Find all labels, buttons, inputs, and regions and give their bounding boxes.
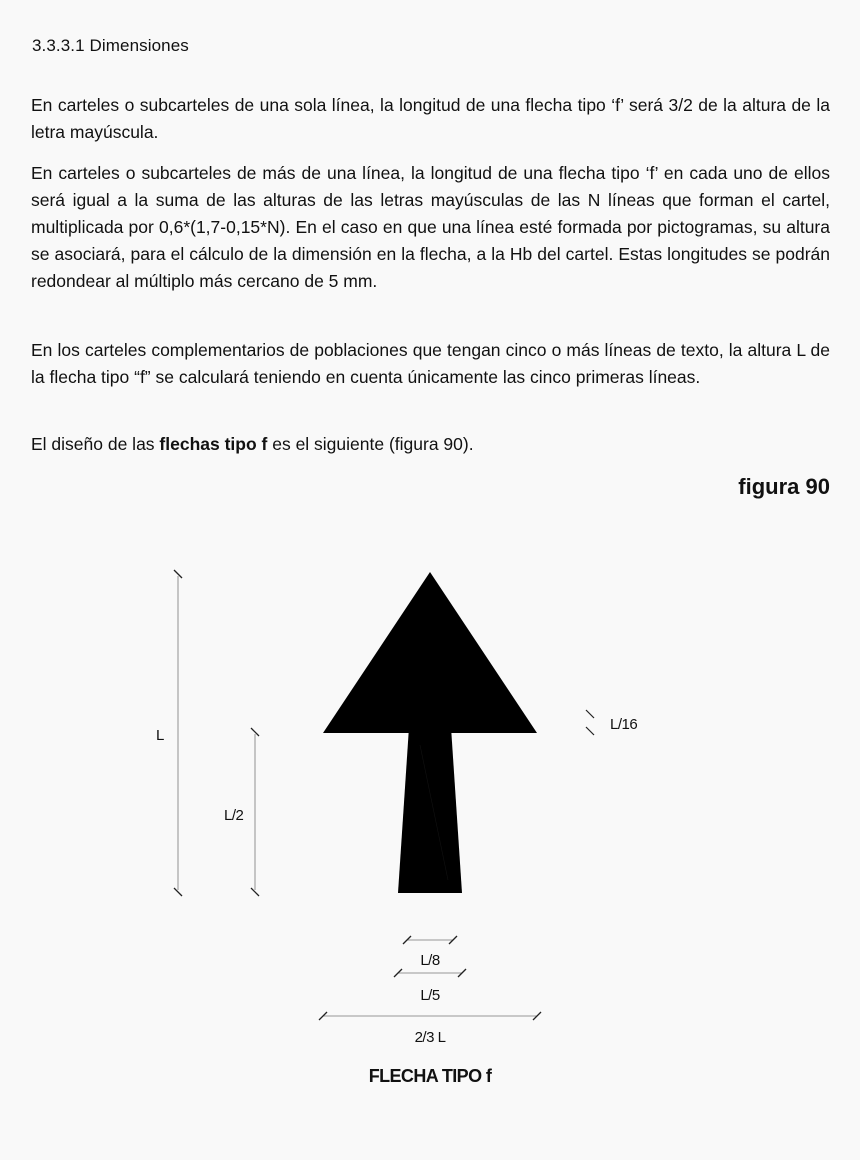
figure-title: FLECHA TIPO f bbox=[368, 1066, 492, 1086]
arrow-stem bbox=[398, 712, 462, 893]
design-text-after: es el siguiente (figura 90). bbox=[267, 434, 474, 454]
dimension-total-height bbox=[156, 570, 182, 896]
label-head-width: 2/3 L bbox=[414, 1029, 446, 1046]
paragraph-complementary: En los carteles complementarios de poblaciones que tengan cinco o más líneas de texto, la altura L de la flecha tipo “f” se calculará teniendo en cuenta únicamente las cinco primeras líneas. bbox=[31, 340, 830, 387]
section-heading: 3.3.3.1 Dimensiones bbox=[32, 36, 189, 55]
dimension-stem-bottom-width bbox=[394, 969, 466, 1004]
dimension-head-width bbox=[319, 1012, 541, 1046]
figure-number-label: figura 90 bbox=[738, 474, 830, 499]
label-total-height: L bbox=[156, 727, 165, 744]
design-text-before: El diseño de las bbox=[31, 434, 160, 454]
label-stem-top-width: L/8 bbox=[420, 952, 440, 969]
arrow-head bbox=[323, 572, 537, 733]
label-head-offset: L/16 bbox=[610, 716, 638, 733]
label-half-height: L/2 bbox=[224, 807, 244, 824]
arrow-shape bbox=[323, 572, 537, 893]
dimension-head-offset bbox=[586, 710, 637, 735]
design-text-bold: flechas tipo f bbox=[159, 434, 268, 454]
label-stem-bottom-width: L/5 bbox=[420, 987, 440, 1004]
paragraph-single-line: En carteles o subcarteles de una sola línea, la longitud de una flecha tipo ‘f’ será 3/2 de la altura de la letra mayúscula. bbox=[31, 95, 830, 142]
dimension-stem-top-width bbox=[403, 936, 457, 969]
paragraph-multi-line: En carteles o subcarteles de más de una línea, la longitud de una flecha tipo ‘f’ en cada uno de ellos será igual a la suma de las alturas de las letras mayúsculas de las N líneas que forman el cartel, multiplicada por 0,6*(1,7-0,15*N). En el caso en que una línea esté formada por pictogramas, su altura se asociará, para el cálculo de la dimensión en la flecha, a la Hb del cartel. Estas longitudes se podrán redondear al múltiplo más cercano de 5 mm. bbox=[31, 163, 830, 291]
dimension-half-height bbox=[224, 728, 259, 896]
